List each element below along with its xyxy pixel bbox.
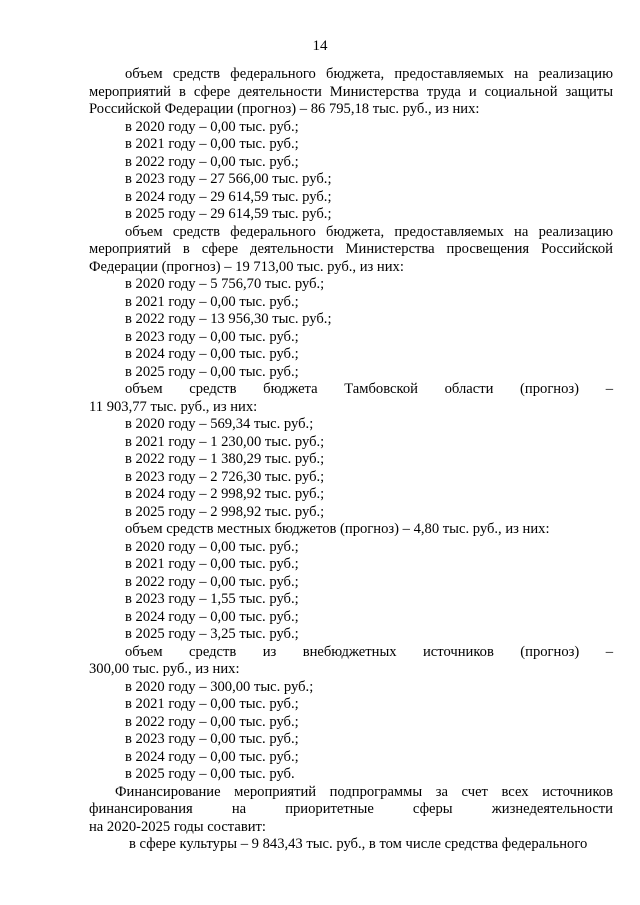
year-line: в 2025 году – 0,00 тыс. руб. bbox=[125, 766, 295, 782]
year-line: в 2023 году – 1,55 тыс. руб.; bbox=[125, 591, 299, 607]
federal-labor-ministry-paragraph: объем средств федерального бюджета, предоставляемых на реализацию мероприятий в сфере деятельности Министерства труда и социальной защиты Российской Федерации (прогноз) – 86 795,18 тыс. руб., из них: bbox=[89, 66, 613, 117]
regional-budget-paragraph: объем средств бюджета Тамбовской области (прогноз) – bbox=[125, 381, 613, 397]
page-number: 14 bbox=[312, 38, 328, 54]
financing-summary-line: финансирования на приоритетные сферы жизнедеятельности bbox=[89, 801, 613, 817]
year-line: в 2025 году – 29 614,59 тыс. руб.; bbox=[125, 206, 332, 222]
extrabudgetary-paragraph: объем средств из внебюджетных источников (прогноз) – bbox=[125, 643, 613, 660]
year-line: в 2020 году – 0,00 тыс. руб.; bbox=[125, 118, 299, 135]
year-line: в 2021 году – 0,00 тыс. руб.; bbox=[125, 293, 299, 310]
year-line: в 2025 году – 0,00 тыс. руб.; bbox=[125, 363, 299, 380]
federal-education-ministry-paragraph: объем средств федерального бюджета, предоставляемых на реализацию мероприятий в сфере деятельности Министерства просвещения Российской Федерации (прогноз) – 19 713,00 тыс. руб., из них: bbox=[89, 223, 613, 275]
year-line: в 2024 году – 0,00 тыс. руб.; bbox=[125, 346, 299, 362]
year-line: в 2025 году – 2 998,92 тыс. руб.; bbox=[125, 503, 325, 520]
local-budget-paragraph: объем средств местных бюджетов (прогноз) – 4,80 тыс. руб., из них: bbox=[125, 521, 550, 537]
year-line: в 2020 году – 569,34 тыс. руб.; bbox=[125, 416, 314, 432]
year-line: в 2021 году – 1 230,00 тыс. руб.; bbox=[125, 433, 325, 450]
year-line: в 2022 году – 0,00 тыс. руб.; bbox=[125, 713, 299, 730]
year-line: в 2024 году – 2 998,92 тыс. руб.; bbox=[125, 486, 325, 502]
extrabudgetary-total: 300,00 тыс. руб., из них: bbox=[89, 661, 240, 677]
regional-budget-total: 11 903,77 тыс. руб., из них: bbox=[89, 398, 258, 415]
year-line: в 2024 году – 0,00 тыс. руб.; bbox=[125, 608, 299, 625]
year-line: в 2021 году – 0,00 тыс. руб.; bbox=[125, 696, 299, 712]
year-line: в 2020 году – 300,00 тыс. руб.; bbox=[125, 678, 314, 695]
year-line: в 2022 году – 1 380,29 тыс. руб.; bbox=[125, 451, 325, 467]
year-line: в 2022 году – 13 956,30 тыс. руб.; bbox=[125, 311, 332, 327]
year-line: в 2025 году – 3,25 тыс. руб.; bbox=[125, 626, 299, 642]
year-line: в 2020 году – 5 756,70 тыс. руб.; bbox=[125, 276, 325, 292]
year-line: в 2023 году – 0,00 тыс. руб.; bbox=[125, 731, 299, 747]
year-line: в 2023 году – 27 566,00 тыс. руб.; bbox=[125, 171, 332, 187]
year-line: в 2022 году – 0,00 тыс. руб.; bbox=[125, 153, 299, 170]
year-line: в 2024 году – 0,00 тыс. руб.; bbox=[125, 748, 299, 765]
year-line: в 2022 году – 0,00 тыс. руб.; bbox=[125, 573, 299, 590]
culture-sphere-line: в сфере культуры – 9 843,43 тыс. руб., в том числе средства федерального bbox=[129, 836, 588, 852]
financing-summary-line: на 2020-2025 годы составит: bbox=[89, 818, 266, 835]
document-body bbox=[89, 66, 613, 854]
financing-summary-line: Финансирование мероприятий подпрограммы за счет всех источников bbox=[115, 783, 613, 800]
year-line: в 2020 году – 0,00 тыс. руб.; bbox=[125, 538, 299, 555]
year-line: в 2024 году – 29 614,59 тыс. руб.; bbox=[125, 188, 332, 205]
year-line: в 2023 году – 0,00 тыс. руб.; bbox=[125, 328, 299, 345]
year-line: в 2023 году – 2 726,30 тыс. руб.; bbox=[125, 468, 325, 485]
year-line: в 2021 году – 0,00 тыс. руб.; bbox=[125, 556, 299, 572]
year-line: в 2021 году – 0,00 тыс. руб.; bbox=[125, 136, 299, 152]
